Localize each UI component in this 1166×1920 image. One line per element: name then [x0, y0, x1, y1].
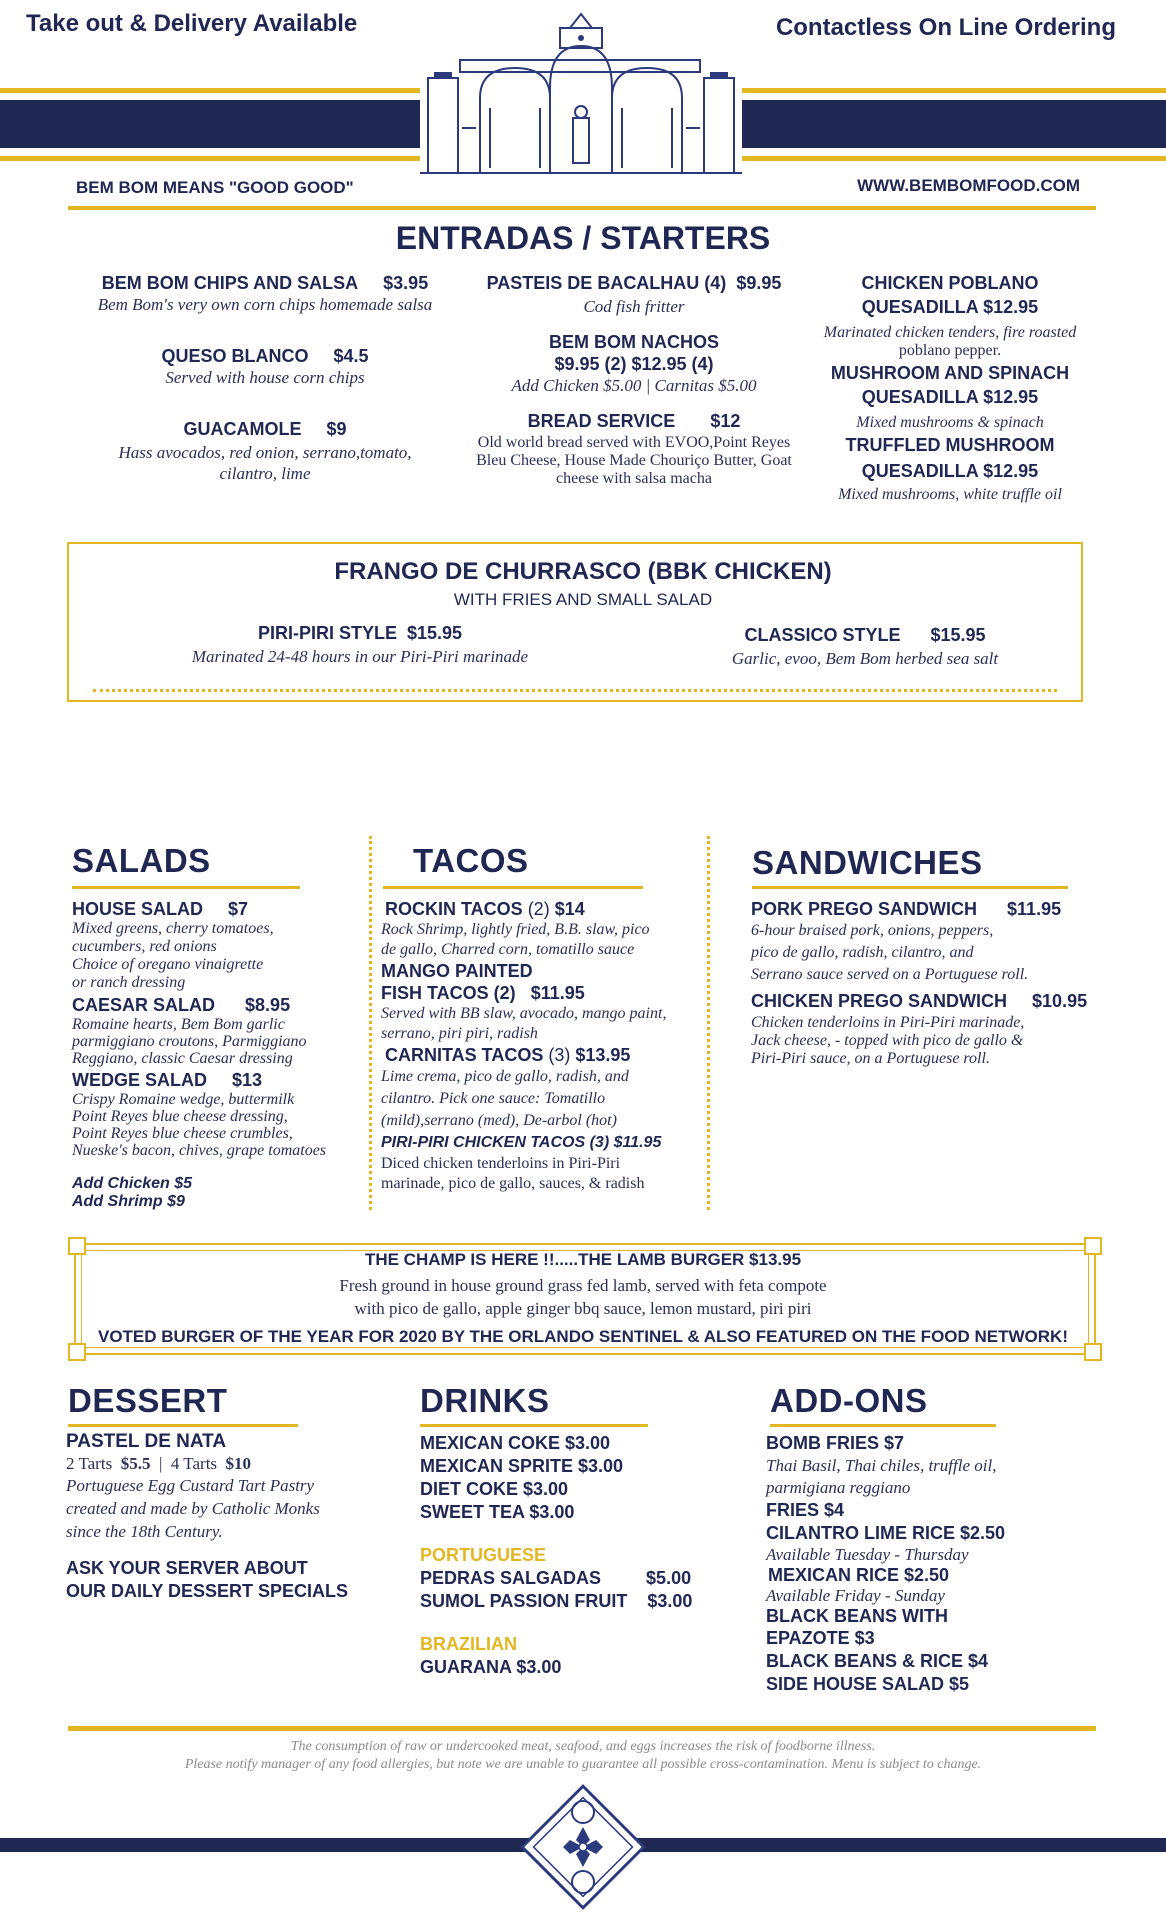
- item-description: Diced chicken tenderloins in Piri-Piri: [381, 1155, 621, 1172]
- menu-item-name: MUSHROOM AND SPINACH: [830, 363, 1070, 383]
- item-description: pico de gallo, radish, cilantro, and: [751, 944, 974, 961]
- item-qty: (2): [527, 899, 550, 919]
- item-description: cilantro, lime: [219, 464, 311, 483]
- item-price: $12: [710, 411, 741, 431]
- item-description: Add Chicken $5.00 | Carnitas $5.00: [511, 376, 757, 395]
- list-item: [751, 898, 1101, 920]
- item-name: SUMOL PASSION FRUIT: [420, 1591, 628, 1611]
- item-name: PEDRAS SALGADAS: [420, 1568, 602, 1588]
- item-description: Jack cheese, - topped with pico de gallo &: [751, 1032, 1024, 1049]
- menu-item-name: QUESADILLA $12.95: [861, 297, 1039, 317]
- add-chicken-option: Add Chicken $5: [72, 1175, 193, 1192]
- item-name: CHICKEN PREGO SANDWICH: [751, 991, 1008, 1011]
- item-description: parmigiana reggiano: [766, 1478, 911, 1497]
- item-price: $14: [554, 899, 585, 919]
- item-description: Mixed greens, cherry tomatoes,: [72, 920, 274, 937]
- header-divider: [68, 206, 1096, 210]
- addons-underline: [770, 1424, 996, 1427]
- list-item: FRIES $4: [766, 1500, 845, 1520]
- specials-note: OUR DAILY DESSERT SPECIALS: [66, 1581, 349, 1601]
- item-description: 6-hour braised pork, onions, peppers,: [751, 922, 994, 939]
- archway-gate-illustration: [420, 8, 742, 176]
- chicken-title: FRANGO DE CHURRASCO (BBK CHICKEN): [334, 558, 832, 585]
- item-name: HOUSE SALAD: [72, 899, 204, 919]
- list-item: MEXICAN SPRITE $3.00: [420, 1456, 624, 1476]
- item-price: $13: [232, 1070, 263, 1090]
- item-name: BREAD SERVICE: [527, 411, 676, 431]
- item-description: Available Friday - Sunday: [766, 1586, 945, 1605]
- item-description: Served with BB slaw, avocado, mango paint,: [381, 1005, 667, 1022]
- starters-column-1: [80, 272, 450, 484]
- item-description: Choice of oregano vinaigrette: [72, 956, 264, 973]
- menu-item-name: [80, 272, 450, 294]
- list-item: EPAZOTE $3: [766, 1628, 875, 1648]
- dessert-prices: [66, 1454, 366, 1474]
- salads-list: [72, 898, 352, 1211]
- item-description: Mixed mushrooms, white truffle oil: [838, 486, 1062, 503]
- item-name: PORK PREGO SANDWICH: [751, 899, 978, 919]
- item-name: CARNITAS TACOS: [385, 1045, 544, 1065]
- starters-title: ENTRADAS / STARTERS: [395, 220, 771, 256]
- item-description: Point Reyes blue cheese dressing,: [72, 1108, 288, 1125]
- item-price: $11.95: [1007, 899, 1062, 919]
- azulejo-tile-icon: [518, 1782, 648, 1912]
- separator: |: [158, 1454, 163, 1473]
- item-name: QUESO BLANCO: [161, 346, 309, 366]
- salads-title: SALADS: [72, 842, 211, 879]
- item-price: $8.95: [245, 995, 291, 1015]
- item-name: CAESAR SALAD: [72, 995, 216, 1015]
- item-price: $10.95: [1032, 991, 1088, 1011]
- item-description: parmiggiano croutons, Parmiggiano: [72, 1033, 307, 1050]
- item-description: Portuguese Egg Custard Tart Pastry: [66, 1476, 315, 1495]
- salads-underline: [72, 886, 300, 889]
- list-item: BLACK BEANS & RICE $4: [766, 1651, 989, 1671]
- item-description: Cod fish fritter: [583, 297, 685, 316]
- item-description: Romaine hearts, Bem Bom garlic: [72, 1016, 285, 1033]
- list-item: MEXICAN RICE $2.50: [768, 1565, 950, 1585]
- addons-title: ADD-ONS: [770, 1382, 928, 1419]
- item-price: $4.5: [333, 346, 369, 366]
- item-description: or ranch dressing: [72, 974, 186, 991]
- item-description: Mixed mushrooms & spinach: [856, 414, 1044, 431]
- list-item: PIRI-PIRI CHICKEN TACOS (3) $11.95: [381, 1134, 662, 1151]
- list-item: [751, 990, 1101, 1012]
- item-description: Hass avocados, red onion, serrano,tomato,: [118, 443, 412, 462]
- list-item: DIET COKE $3.00: [420, 1479, 569, 1499]
- chicken-box-dotted-line: [93, 689, 1057, 692]
- list-item: MEXICAN COKE $3.00: [420, 1433, 611, 1453]
- list-item: [420, 1590, 730, 1613]
- item-name: BEM BOM CHIPS AND SALSA: [101, 273, 359, 293]
- item-description: de gallo, Charred corn, tomatillo sauce: [381, 941, 635, 958]
- chicken-subtitle: WITH FRIES AND SMALL SALAD: [453, 590, 713, 609]
- item-qty: 4 Tarts: [170, 1454, 218, 1473]
- menu-item-name: TRUFFLED MUSHROOM: [845, 435, 1055, 455]
- allergy-notice: The consumption of raw or undercooked meat, seafood, and eggs increases the risk of foodborne illness.: [290, 1739, 876, 1754]
- chicken-classico: [700, 624, 1030, 669]
- drinks-title: DRINKS: [420, 1382, 550, 1419]
- item-price: $13.95: [575, 1045, 631, 1065]
- burger-award: VOTED BURGER OF THE YEAR FOR 2020 BY THE ORLANDO SENTINEL & ALSO FEATURED ON THE FOOD NETWORK!: [97, 1327, 1068, 1346]
- menu-item-name: [80, 418, 450, 440]
- add-shrimp-option: Add Shrimp $9: [72, 1193, 185, 1210]
- item-qty: (3): [548, 1045, 571, 1065]
- item-description: (mild),serrano (med), De-arbol (hot): [381, 1112, 617, 1129]
- item-description: Crispy Romaine wedge, buttermilk: [72, 1091, 295, 1108]
- drinks-underline: [420, 1424, 648, 1427]
- list-item: [381, 982, 711, 1004]
- item-description: Point Reyes blue cheese crumbles,: [72, 1125, 293, 1142]
- item-name: ROCKIN TACOS: [385, 899, 523, 919]
- item-name: WEDGE SALAD: [72, 1070, 207, 1090]
- menu-item-name: [460, 272, 808, 294]
- tacos-underline: [383, 886, 643, 889]
- portuguese-label: PORTUGUESE: [420, 1545, 547, 1565]
- item-description: Bleu Cheese, House Made Chouriço Butter, Goat: [476, 452, 792, 469]
- sandwiches-underline: [752, 886, 1068, 889]
- dessert-underline: [68, 1424, 298, 1427]
- item-price: $15.95: [930, 625, 986, 645]
- list-item: GUARANA $3.00: [420, 1657, 562, 1677]
- list-item: [72, 1069, 352, 1091]
- item-description: Lime crema, pico de gallo, radish, and: [381, 1068, 629, 1085]
- list-item: [420, 1567, 730, 1590]
- delivery-tagline: Take out & Delivery Available: [26, 10, 358, 37]
- item-description: Reggiano, classic Caesar dressing: [72, 1050, 293, 1067]
- item-price: $9.95: [736, 273, 782, 293]
- item-price: $10: [225, 1454, 252, 1473]
- list-item: PASTEL DE NATA: [66, 1431, 227, 1452]
- item-description: Available Tuesday - Thursday: [766, 1545, 969, 1564]
- item-description: Piri-Piri sauce, on a Portuguese roll.: [751, 1050, 990, 1067]
- chicken-piri-piri: [140, 622, 580, 667]
- item-description: since the 18th Century.: [66, 1522, 223, 1541]
- item-price: $7: [228, 899, 249, 919]
- item-price: $9.95 (2) $12.95 (4): [554, 354, 714, 374]
- item-description: created and made by Catholic Monks: [66, 1499, 320, 1518]
- brazilian-label: BRAZILIAN: [420, 1634, 517, 1654]
- menu-item-name: QUESADILLA $12.95: [861, 461, 1039, 481]
- list-item: [381, 898, 711, 920]
- addons-list: [766, 1432, 1096, 1696]
- item-description: cilantro. Pick one sauce: Tomatillo: [381, 1090, 606, 1107]
- item-description: poblano pepper.: [898, 342, 1002, 359]
- website-link[interactable]: WWW.BEMBOMFOOD.COM: [857, 176, 1080, 195]
- online-ordering-tagline: Contactless On Line Ordering: [775, 14, 1116, 41]
- menu-item-name: BEM BOM NACHOS: [549, 332, 719, 352]
- item-description: Thai Basil, Thai chiles, truffle oil,: [766, 1456, 997, 1475]
- starters-column-2: [460, 272, 808, 488]
- item-description: Marinated 24-48 hours in our Piri-Piri marinade: [191, 647, 529, 666]
- item-description: Old world bread served with EVOO,Point Reyes: [477, 434, 791, 451]
- item-name: GUACAMOLE: [183, 419, 302, 439]
- footer-divider: [68, 1726, 1096, 1731]
- tacos-sandwiches-divider: [707, 836, 710, 1210]
- item-description: Marinated chicken tenders, fire roasted: [823, 324, 1077, 341]
- item-name: PIRI-PIRI STYLE: [257, 623, 397, 643]
- sandwiches-list: [751, 898, 1101, 1068]
- item-name: PASTEIS DE BACALHAU (4): [486, 273, 727, 293]
- item-name: FISH TACOS (2): [381, 983, 516, 1003]
- item-price: $3.00: [647, 1591, 693, 1611]
- item-description: Rock Shrimp, lightly fried, B.B. slaw, pico: [381, 921, 650, 938]
- salads-tacos-divider: [369, 836, 372, 1210]
- item-description: Nueske's bacon, chives, grape tomatoes: [72, 1142, 327, 1159]
- list-item: BLACK BEANS WITH: [766, 1606, 948, 1626]
- item-price: $11.95: [530, 983, 585, 1003]
- item-price: $5.00: [646, 1568, 692, 1588]
- drinks-list: [420, 1432, 730, 1679]
- list-item: [72, 994, 352, 1016]
- item-description: Chicken tenderloins in Piri-Piri marinade,: [751, 1014, 1025, 1031]
- item-description: marinade, pico de gallo, sauces, & radish: [381, 1175, 645, 1192]
- burger-description: Fresh ground in house ground grass fed lamb, served with feta compote: [339, 1276, 827, 1295]
- menu-item-name: [460, 410, 808, 432]
- item-price: $3.95: [383, 273, 429, 293]
- item-price: $9: [326, 419, 347, 439]
- dessert-list: [66, 1430, 366, 1603]
- list-item: SIDE HOUSE SALAD $5: [766, 1674, 970, 1694]
- burger-title: THE CHAMP IS HERE !!.....THE LAMB BURGER $13.95: [364, 1250, 802, 1269]
- dessert-title: DESSERT: [68, 1382, 228, 1419]
- item-description: Served with house corn chips: [165, 368, 365, 387]
- tacos-list: [381, 898, 711, 1194]
- list-item: MANGO PAINTED: [381, 961, 533, 981]
- menu-item-name: QUESADILLA $12.95: [861, 387, 1039, 407]
- item-description: Serrano sauce served on a Portuguese roll.: [751, 966, 1029, 983]
- allergy-notice: Please notify manager of any food allergies, but note we are unable to guarantee all possible cross-contamination. Menu is subject to change.: [184, 1757, 982, 1772]
- starters-column-3: [810, 272, 1090, 504]
- item-description: Bem Bom's very own corn chips homemade salsa: [97, 295, 433, 314]
- item-description: cheese with salsa macha: [556, 470, 712, 487]
- list-item: SWEET TEA $3.00: [420, 1502, 575, 1522]
- burger-description: with pico de gallo, apple ginger bbq sauce, lemon mustard, piri piri: [354, 1299, 812, 1318]
- item-qty: 2 Tarts: [66, 1454, 113, 1473]
- sandwiches-title: SANDWICHES: [752, 844, 983, 881]
- list-item: BOMB FRIES $7: [766, 1433, 905, 1453]
- item-price: $15.95: [406, 623, 463, 643]
- item-price: $5.5: [120, 1454, 151, 1473]
- list-item: CILANTRO LIME RICE $2.50: [766, 1523, 1006, 1543]
- menu-item-name: [80, 345, 450, 367]
- list-item: [381, 1044, 711, 1066]
- item-description: cucumbers, red onions: [72, 938, 217, 955]
- specials-note: ASK YOUR SERVER ABOUT: [66, 1558, 308, 1578]
- item-description: Garlic, evoo, Bem Bom herbed sea salt: [731, 649, 999, 668]
- list-item: [72, 898, 352, 920]
- tacos-title: TACOS: [413, 842, 529, 879]
- item-name: CLASSICO STYLE: [744, 625, 901, 645]
- bem-bom-meaning: BEM BOM MEANS "GOOD GOOD": [76, 178, 354, 197]
- menu-item-name: CHICKEN POBLANO: [861, 273, 1039, 293]
- item-description: serrano, piri piri, radish: [381, 1025, 538, 1042]
